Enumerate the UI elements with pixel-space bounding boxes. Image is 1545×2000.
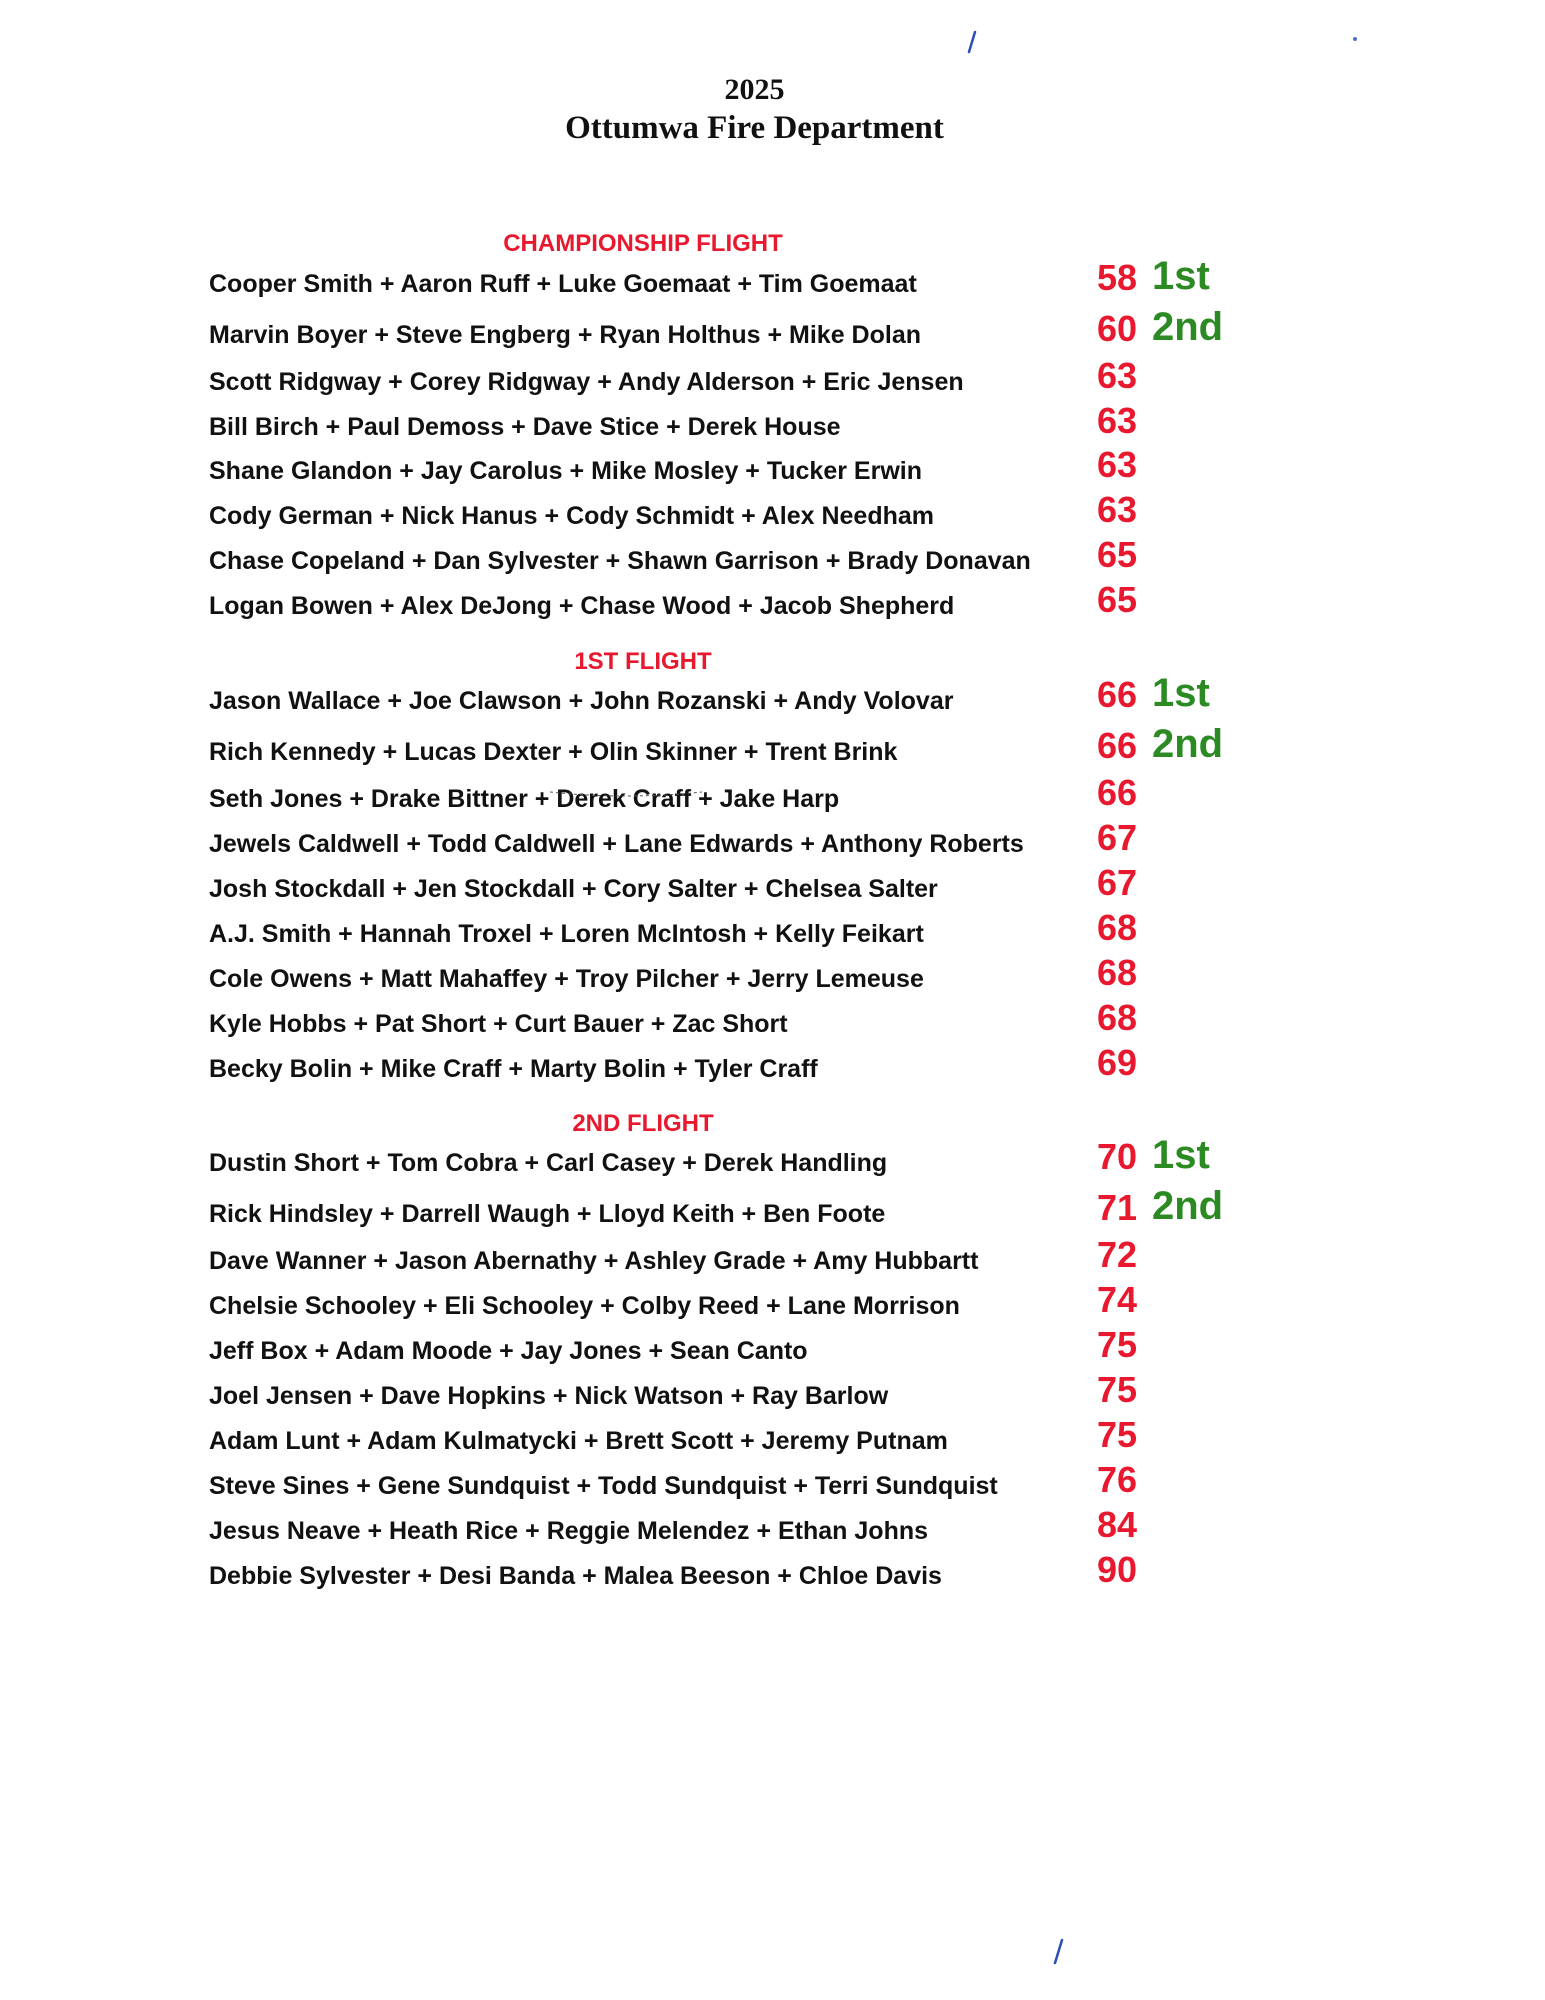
team-score: 75: [1097, 1369, 1138, 1410]
team-names: Dave Wanner + Jason Abernathy + Ashley Grade + Amy Hubbartt: [209, 1247, 979, 1275]
team-names: Kyle Hobbs + Pat Short + Curt Bauer + Zac Short: [209, 1010, 788, 1038]
placement-label: 1st: [1152, 1133, 1210, 1177]
team-score: 68: [1097, 952, 1138, 993]
team-score: 74: [1097, 1279, 1138, 1320]
team-names: Logan Bowen + Alex DeJong + Chase Wood + Jacob Shepherd: [209, 592, 955, 620]
team-names: Chelsie Schooley + Eli Schooley + Colby Reed + Lane Morrison: [209, 1292, 960, 1320]
team-score: 70: [1097, 1136, 1138, 1177]
team-score: 68: [1097, 907, 1138, 948]
team-names: Jesus Neave + Heath Rice + Reggie Melendez + Ethan Johns: [209, 1517, 929, 1545]
result-row: [209, 1504, 1309, 1552]
team-names: Scott Ridgway + Corey Ridgway + Andy Alderson + Eric Jensen: [209, 368, 964, 396]
result-row: [209, 489, 1309, 537]
team-score: 66: [1097, 674, 1138, 715]
team-names: Rich Kennedy + Lucas Dexter + Olin Skinner + Trent Brink: [209, 738, 898, 766]
flight-heading-second: 2ND FLIGHT: [572, 1110, 714, 1137]
team-score: 63: [1097, 400, 1138, 441]
pen-mark: [965, 30, 979, 56]
team-score: 90: [1097, 1549, 1138, 1590]
result-row: [209, 722, 1309, 773]
team-names: Becky Bolin + Mike Craff + Marty Bolin + Tyler Craff: [209, 1055, 818, 1083]
team-names: Steve Sines + Gene Sundquist + Todd Sundquist + Terri Sundquist: [209, 1472, 998, 1500]
team-names: A.J. Smith + Hannah Troxel + Loren McIntosh + Kelly Feikart: [209, 920, 924, 948]
placement-label: 2nd: [1152, 722, 1224, 766]
team-score: 67: [1097, 862, 1138, 903]
team-score: 75: [1097, 1414, 1138, 1455]
team-score: 65: [1097, 579, 1138, 620]
result-row: [209, 772, 1309, 820]
team-names: Adam Lunt + Adam Kulmatycki + Brett Scott + Jeremy Putnam: [209, 1427, 948, 1455]
team-score: 68: [1097, 997, 1138, 1038]
team-score: 60: [1097, 308, 1138, 349]
result-row: [209, 444, 1309, 492]
organization-heading: Ottumwa Fire Department: [565, 110, 944, 146]
result-row: [209, 1042, 1309, 1090]
team-score: 84: [1097, 1504, 1138, 1545]
team-score: 58: [1097, 257, 1138, 298]
placement-label: 1st: [1152, 671, 1210, 715]
team-names: Cody German + Nick Hanus + Cody Schmidt + Alex Needham: [209, 502, 934, 530]
pen-underline: [546, 784, 706, 800]
result-row: [209, 1234, 1309, 1282]
team-names: Cole Owens + Matt Mahaffey + Troy Pilcher + Jerry Lemeuse: [209, 965, 924, 993]
team-score: 66: [1097, 725, 1138, 766]
team-score: 63: [1097, 444, 1138, 485]
flight-heading-first: 1ST FLIGHT: [574, 648, 712, 675]
result-row: [209, 1184, 1309, 1235]
result-row: [209, 907, 1309, 955]
team-score: 63: [1097, 355, 1138, 396]
placement-label: 2nd: [1152, 1184, 1224, 1228]
result-row: [209, 817, 1309, 865]
team-names: Bill Birch + Paul Demoss + Dave Stice + Derek House: [209, 413, 841, 441]
result-row: [209, 534, 1309, 582]
placement-label: 1st: [1152, 254, 1210, 298]
team-names: Debbie Sylvester + Desi Banda + Malea Beeson + Chloe Davis: [209, 1562, 942, 1590]
result-row: [209, 254, 1309, 305]
year-heading: 2025: [724, 73, 785, 106]
flight-heading-championship: CHAMPIONSHIP FLIGHT: [503, 230, 783, 257]
team-names: Rick Hindsley + Darrell Waugh + Lloyd Keith + Ben Foote: [209, 1200, 886, 1228]
result-row: [209, 1549, 1309, 1597]
result-row: [209, 997, 1309, 1045]
result-row: [209, 952, 1309, 1000]
result-row: [209, 355, 1309, 403]
result-row: [209, 400, 1309, 448]
team-names: Josh Stockdall + Jen Stockdall + Cory Salter + Chelsea Salter: [209, 875, 938, 903]
team-names: Jeff Box + Adam Moode + Jay Jones + Sean Canto: [209, 1337, 808, 1365]
result-row: [209, 305, 1309, 356]
team-score: 63: [1097, 489, 1138, 530]
document-header: [0, 72, 1509, 148]
result-row: [209, 1369, 1309, 1417]
team-score: 76: [1097, 1459, 1138, 1500]
team-score: 72: [1097, 1234, 1138, 1275]
team-score: 67: [1097, 817, 1138, 858]
result-row: [209, 1279, 1309, 1327]
scan-speck: [1352, 36, 1358, 42]
team-score: 69: [1097, 1042, 1138, 1083]
team-names: Seth Jones + Drake Bittner + Derek Craff + Jake Harp: [209, 785, 840, 813]
result-row: [209, 1324, 1309, 1372]
placement-label: 2nd: [1152, 305, 1224, 349]
team-score: 75: [1097, 1324, 1138, 1365]
team-names: Cooper Smith + Aaron Ruff + Luke Goemaat + Tim Goemaat: [209, 270, 917, 298]
result-row: [209, 1133, 1309, 1184]
team-names: Shane Glandon + Jay Carolus + Mike Mosley + Tucker Erwin: [209, 457, 922, 485]
team-names: Jason Wallace + Joe Clawson + John Rozanski + Andy Volovar: [209, 687, 954, 715]
team-names: Chase Copeland + Dan Sylvester + Shawn Garrison + Brady Donavan: [209, 547, 1031, 575]
result-row: [209, 862, 1309, 910]
team-score: 65: [1097, 534, 1138, 575]
result-row: [209, 579, 1309, 627]
result-row: [209, 671, 1309, 722]
result-row: [209, 1459, 1309, 1507]
pen-mark: [1052, 1937, 1066, 1967]
team-names: Marvin Boyer + Steve Engberg + Ryan Holthus + Mike Dolan: [209, 321, 921, 349]
result-row: [209, 1414, 1309, 1462]
team-score: 66: [1097, 772, 1138, 813]
team-names: Joel Jensen + Dave Hopkins + Nick Watson + Ray Barlow: [209, 1382, 889, 1410]
team-names: Jewels Caldwell + Todd Caldwell + Lane Edwards + Anthony Roberts: [209, 830, 1024, 858]
team-score: 71: [1097, 1187, 1138, 1228]
team-names: Dustin Short + Tom Cobra + Carl Casey + Derek Handling: [209, 1149, 888, 1177]
